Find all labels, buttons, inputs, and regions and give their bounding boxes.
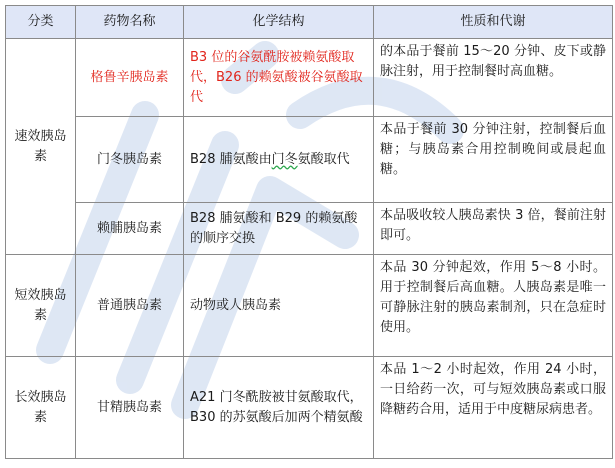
drug-name-cell: 格鲁辛胰岛素 bbox=[76, 39, 184, 117]
insulin-table bbox=[5, 5, 613, 459]
table-row bbox=[6, 117, 613, 203]
structure-text: B28 脯氨酸由 bbox=[190, 151, 272, 167]
property-cell: 本品 1～2 小时起效，作用 24 小时，一日给药一次，可与短效胰岛素或口服降糖药合用，适用于中度糖尿病患者。 bbox=[374, 357, 613, 459]
category-cell: 速效胰岛素 bbox=[6, 39, 76, 255]
property-cell: 本品吸收较人胰岛素快 3 倍，餐前注射即可。 bbox=[374, 203, 613, 255]
table-row bbox=[6, 357, 613, 459]
structure-cell: B28 脯氨酸和 B29 的赖氨酸的顺序交换 bbox=[184, 203, 374, 255]
table-row bbox=[6, 203, 613, 255]
drug-name-cell: 甘精胰岛素 bbox=[76, 357, 184, 459]
header-category: 分类 bbox=[6, 6, 76, 39]
header-row bbox=[6, 6, 613, 39]
property-cell: 的本品于餐前 15～20 分钟、皮下或静脉注射，用于控制餐时高血糖。 bbox=[374, 39, 613, 117]
header-properties-metabolism: 性质和代谢 bbox=[374, 6, 613, 39]
drug-name-cell: 门冬胰岛素 bbox=[76, 117, 184, 203]
header-chemical-structure: 化学结构 bbox=[184, 6, 374, 39]
header-drug-name: 药物名称 bbox=[76, 6, 184, 39]
structure-cell: A21 门冬酰胺被甘氨酸取代，B30 的苏氨酸后加两个精氨酸 bbox=[184, 357, 374, 459]
table-row bbox=[6, 39, 613, 117]
structure-cell bbox=[184, 117, 374, 203]
structure-cell: 动物或人胰岛素 bbox=[184, 255, 374, 357]
spellcheck-underline: 门冬 bbox=[271, 151, 298, 167]
structure-cell: B3 位的谷氨酰胺被赖氨酸取代，B26 的赖氨酸被谷氨酸取代 bbox=[184, 39, 374, 117]
structure-text: 氨酸取代 bbox=[297, 151, 350, 167]
property-cell: 本品于餐前 30 分钟注射，控制餐后血糖；与胰岛素合用控制晚间或晨起血糖。 bbox=[374, 117, 613, 203]
property-cell: 本品 30 分钟起效，作用 5～8 小时。用于控制餐后高血糖。人胰岛素是唯一可静脉注射的胰岛素制剂，只在急症时使用。 bbox=[374, 255, 613, 357]
drug-name-cell: 普通胰岛素 bbox=[76, 255, 184, 357]
category-cell: 短效胰岛素 bbox=[6, 255, 76, 357]
drug-name-cell: 赖脯胰岛素 bbox=[76, 203, 184, 255]
category-cell: 长效胰岛素 bbox=[6, 357, 76, 459]
table-row bbox=[6, 255, 613, 357]
